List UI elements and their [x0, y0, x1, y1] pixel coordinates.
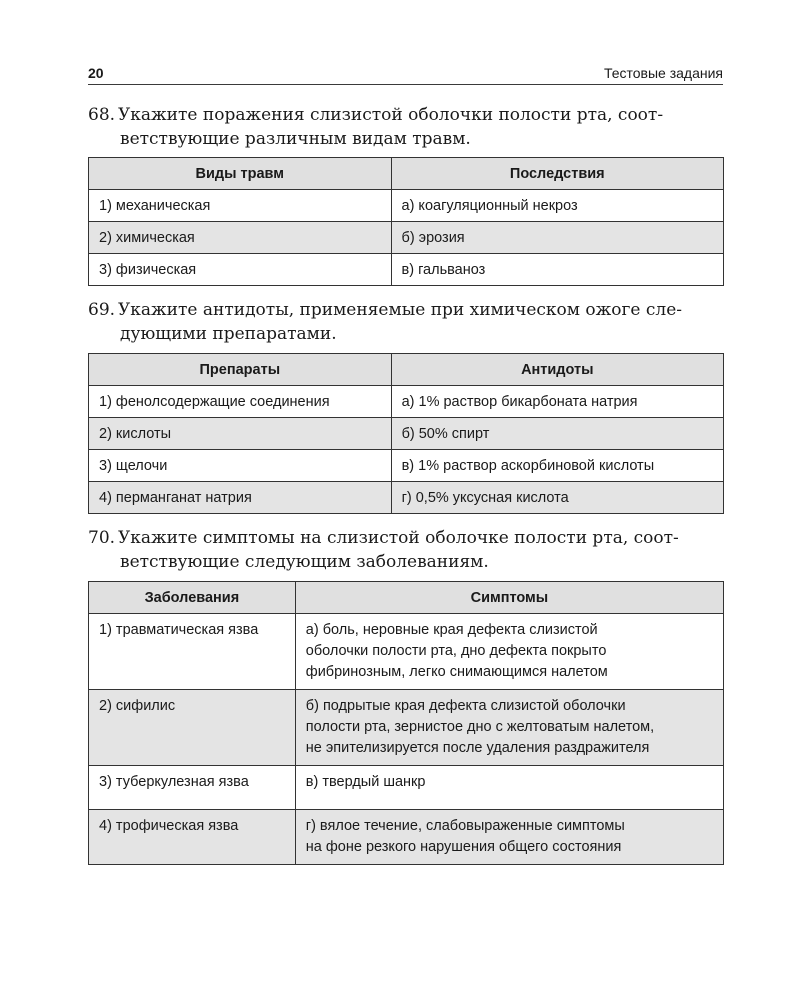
- column-header: Заболевания: [89, 582, 296, 614]
- table-row: [89, 810, 724, 865]
- table-row: [89, 418, 724, 450]
- column-header: Симптомы: [295, 582, 723, 614]
- cell-line: б) подрытые края дефекта слизистой оболочки: [305, 698, 626, 714]
- table-cell: 3) щелочи: [89, 450, 392, 482]
- table-cell: 2) сифилис: [89, 690, 296, 766]
- column-header: Препараты: [89, 354, 392, 386]
- table-70: [88, 581, 724, 865]
- table-row: [89, 254, 724, 286]
- table-cell: [295, 614, 723, 690]
- table-cell: 1) механическая: [89, 190, 392, 222]
- page-header: [88, 62, 723, 85]
- table-cell: в) гальваноз: [391, 254, 723, 286]
- table-row: [89, 614, 724, 690]
- question-68: [88, 103, 723, 151]
- table-cell: [295, 690, 723, 766]
- cell-line: в) твердый шанкр: [305, 774, 426, 790]
- question-number: 68.: [88, 105, 116, 125]
- page-number: 20: [88, 65, 104, 81]
- table-cell: г) 0,5% уксусная кислота: [391, 482, 723, 514]
- question-text-line: ветствующие следующим заболеваниям.: [120, 552, 489, 572]
- cell-line: оболочки полости рта, дно дефекта покрыто: [305, 643, 607, 659]
- table-cell: б) 50% спирт: [391, 418, 723, 450]
- column-header: Антидоты: [391, 354, 723, 386]
- table-header-row: [89, 158, 724, 190]
- question-text-line: Укажите антидоты, применяемые при химическом ожоге сле-: [118, 300, 683, 320]
- table-cell: а) 1% раствор бикарбоната натрия: [391, 386, 723, 418]
- cell-line: полости рта, зернистое дно с желтоватым налетом,: [305, 719, 655, 735]
- table-cell: [295, 766, 723, 810]
- table-cell: 4) трофическая язва: [89, 810, 296, 865]
- question-number: 69.: [88, 300, 116, 320]
- table-row: [89, 386, 724, 418]
- table-cell: б) эрозия: [391, 222, 723, 254]
- table-header-row: [89, 354, 724, 386]
- cell-line: не эпителизируется после удаления раздражителя: [305, 740, 650, 756]
- table-row: [89, 482, 724, 514]
- question-number: 70.: [88, 528, 116, 548]
- table-row: [89, 766, 724, 810]
- question-text-line: Укажите поражения слизистой оболочки полости рта, соот-: [118, 105, 664, 125]
- table-row: [89, 690, 724, 766]
- table-69: [88, 353, 724, 514]
- question-text-line: ветствующие различным видам травм.: [120, 129, 471, 149]
- table-cell: 1) фенолсодержащие соединения: [89, 386, 392, 418]
- table-row: [89, 450, 724, 482]
- table-row: [89, 190, 724, 222]
- running-title: Тестовые задания: [603, 65, 723, 81]
- table-cell: 2) химическая: [89, 222, 392, 254]
- cell-line: а) боль, неровные края дефекта слизистой: [305, 622, 598, 638]
- question-70: [88, 526, 723, 574]
- table-cell: 1) травматическая язва: [89, 614, 296, 690]
- question-text-line: дующими препаратами.: [120, 324, 337, 344]
- column-header: Последствия: [391, 158, 723, 190]
- table-68: [88, 157, 724, 286]
- cell-line: на фоне резкого нарушения общего состояния: [305, 839, 622, 855]
- table-cell: 2) кислоты: [89, 418, 392, 450]
- table-cell: в) 1% раствор аскорбиновой кислоты: [391, 450, 723, 482]
- cell-line: г) вялое течение, слабовыраженные симптомы: [305, 818, 625, 834]
- question-text-line: Укажите симптомы на слизистой оболочке полости рта, соот-: [118, 528, 679, 548]
- table-cell: 4) перманганат натрия: [89, 482, 392, 514]
- table-cell: 3) физическая: [89, 254, 392, 286]
- table-header-row: [89, 582, 724, 614]
- column-header: Виды травм: [89, 158, 392, 190]
- cell-line: фибринозным, легко снимающимся налетом: [305, 664, 608, 680]
- table-cell: 3) туберкулезная язва: [89, 766, 296, 810]
- table-row: [89, 222, 724, 254]
- table-cell: [295, 810, 723, 865]
- table-cell: а) коагуляционный некроз: [391, 190, 723, 222]
- question-69: [88, 298, 723, 346]
